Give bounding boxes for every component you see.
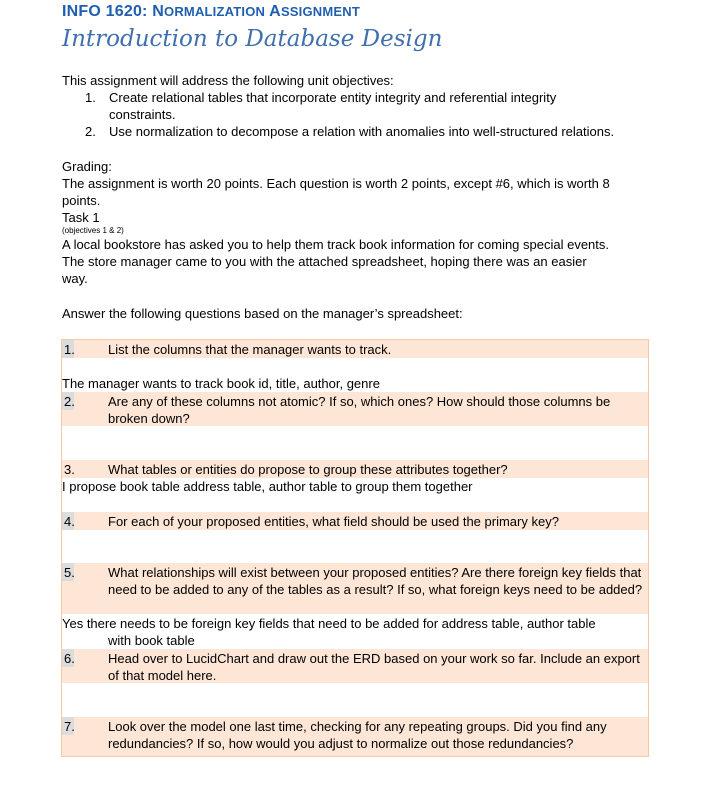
task-title: Task 1: [62, 210, 100, 225]
question-number: 5.: [64, 565, 75, 580]
question-text: Are any of these columns not atomic? If so, which ones? How should those columns be broken down?: [108, 394, 611, 426]
question-text: Look over the model one last time, checking for any repeating groups. Did you find any redundancies? If so, how would you adjust to normalize out those redundancies?: [108, 719, 607, 751]
question-text: List the columns that the manager wants to track.: [108, 342, 392, 357]
question-text: What relationships will exist between your proposed entities? Are there foreign key fields that need to be added to any of the tables as a result? If so, what foreign keys need to be added?: [108, 565, 643, 597]
page-subtitle: Introduction to Database Design: [62, 26, 443, 52]
intro-text: This assignment will address the following unit objectives:: [62, 73, 394, 88]
task-desc-line3: way.: [62, 271, 88, 286]
answer-text[interactable]: The manager wants to track book id, title, author, genre: [62, 376, 380, 391]
question-text: What tables or entities do propose to group these attributes together?: [108, 462, 508, 477]
grading-label: Grading:: [62, 159, 112, 174]
grading-text-line2: points.: [62, 193, 101, 208]
question-number: 2.: [64, 394, 75, 409]
task-desc-line2: The store manager came to you with the attached spreadsheet, hoping there was an easier: [62, 254, 587, 269]
question-number: 6.: [64, 651, 75, 666]
question-number: 3.: [64, 462, 75, 477]
answer-text[interactable]: I propose book table address table, author table to group them together: [62, 479, 473, 494]
answer-text-line2[interactable]: with book table: [108, 633, 195, 648]
question-text: Head over to LucidChart and draw out the ERD based on your work so far. Include an export of that model here.: [108, 651, 640, 683]
objective-1: 1. Create relational tables that incorporate entity integrity and referential integrity constraints.: [85, 90, 557, 122]
answer-text-line1[interactable]: Yes there needs to be foreign key fields that need to be added for address table, author table: [62, 616, 596, 631]
grading-text-line1: The assignment is worth 20 points. Each question is worth 2 points, except #6, which is worth 8: [62, 176, 610, 191]
task-objectives-note: (objectives 1 & 2): [62, 226, 124, 235]
objective-2: 2. Use normalization to decompose a relation with anomalies into well-structured relations.: [85, 124, 615, 139]
task-instruction: Answer the following questions based on the manager’s spreadsheet:: [62, 306, 463, 321]
course-title: INFO 1620: NORMALIZATION ASSIGNMENT: [62, 3, 361, 20]
question-text: For each of your proposed entities, what field should be used the primary key?: [108, 514, 559, 529]
question-number: 4.: [64, 514, 75, 529]
task-desc-line1: A local bookstore has asked you to help them track book information for coming special events.: [62, 237, 610, 252]
course-code: INFO 1620:: [62, 3, 148, 20]
question-number: 7.: [64, 719, 75, 734]
question-number: 1.: [64, 342, 75, 357]
